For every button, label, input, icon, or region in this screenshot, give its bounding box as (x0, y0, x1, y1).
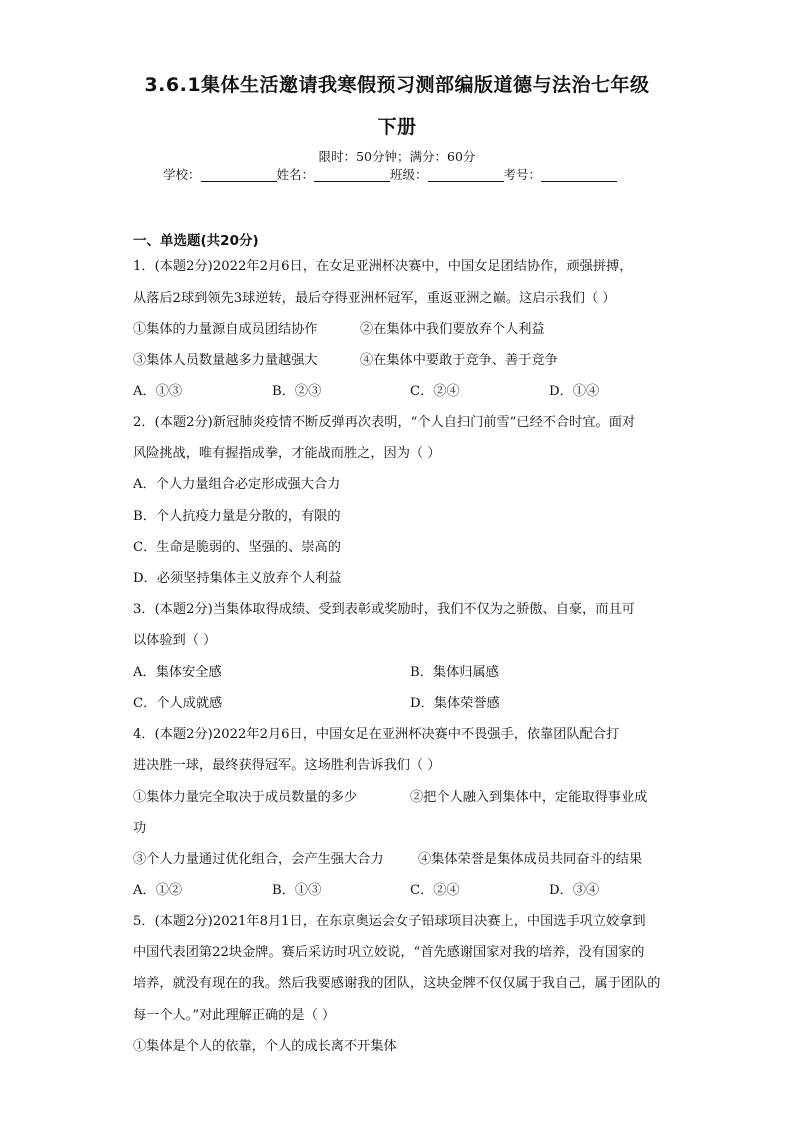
q1-stem-line1: 1．(本题2分)2022年2月6日，在女足亚洲杯决赛中，中国女足团结协作，顽强拼搏， (133, 259, 633, 274)
q4-statement-2-cont: 功 (133, 821, 147, 836)
class-label: 班级： (390, 167, 428, 182)
id-blank[interactable] (541, 168, 617, 182)
q1-stem-line2: 从落后2球到领先3球逆转，最后夺得亚洲杯冠军，重返亚洲之巅。这启示我们（ ） (133, 291, 616, 306)
q4-option-c[interactable]: C．②④ (410, 883, 460, 898)
q2-stem-line2: 风险挑战，唯有握指成拳，才能战而胜之，因为（ ） (133, 446, 441, 461)
q4-stem-line2: 进决胜一球，最终获得冠军。这场胜利告诉我们（ ） (133, 758, 441, 773)
q4-statement-2: ②把个人融入到集体中，定能取得事业成 (410, 790, 648, 805)
q3-option-a[interactable]: A．集体安全感 (133, 665, 222, 680)
class-blank[interactable] (428, 168, 504, 182)
q5-statement-1: ①集体是个人的依靠，个人的成长离不开集体 (133, 1039, 397, 1054)
q4-statement-4: ④集体荣誉是集体成员共同奋斗的结果 (418, 852, 643, 867)
exam-time-score: 限时：50分钟；满分：60分 (318, 149, 476, 164)
q4-statement-1: ①集体力量完全取决于成员数量的多少 (133, 790, 358, 805)
q3-option-b[interactable]: B．集体归属感 (410, 665, 499, 680)
q5-stem-line4: 每一个人。”对此理解正确的是（ ） (133, 1008, 336, 1023)
q1-statement-2: ②在集体中我们要放弃个人利益 (360, 322, 545, 337)
q3-option-d[interactable]: D．集体荣誉感 (410, 696, 500, 711)
q1-option-a[interactable]: A．①③ (133, 384, 183, 399)
exam-title-line1: 3.6.1集体生活邀请我寒假预习测部编版道德与法治七年级 (144, 74, 650, 96)
id-label: 考号： (503, 167, 542, 182)
q1-statement-4: ④在集体中要敢于竞争、善于竞争 (360, 353, 558, 368)
q2-option-b[interactable]: B．个人抗疫力量是分散的，有限的 (133, 509, 341, 524)
q5-stem-line2: 中国代表团第22块金牌。赛后采访时巩立姣说，“首先感谢国家对我的培养，没有国家的 (133, 945, 645, 960)
name-blank[interactable] (314, 168, 390, 182)
q1-statement-3: ③集体人员数量越多力量越强大 (133, 353, 318, 368)
q2-option-a[interactable]: A．个人力量组合必定形成强大合力 (133, 477, 341, 492)
q1-option-d[interactable]: D．①④ (549, 384, 600, 399)
q3-stem-line1: 3．(本题2分)当集体取得成绩、受到表彰或奖励时，我们不仅为之骄傲、自豪，而且可 (133, 602, 635, 617)
q4-statement-3: ③个人力量通过优化组合，会产生强大合力 (133, 852, 384, 867)
q3-stem-line2: 以体验到（ ） (133, 633, 217, 648)
q1-statement-1: ①集体的力量源自成员团结协作 (133, 322, 318, 337)
q1-option-c[interactable]: C．②④ (410, 384, 460, 399)
school-blank[interactable] (201, 168, 277, 182)
name-label: 姓名： (276, 167, 315, 182)
student-info-fields (163, 165, 617, 183)
q1-option-b[interactable]: B．②③ (272, 384, 322, 399)
exam-title-line2: 下册 (377, 116, 417, 138)
q2-option-d[interactable]: D．必须坚持集体主义放弃个人利益 (133, 571, 342, 586)
q4-option-b[interactable]: B．①③ (272, 883, 322, 898)
q2-stem-line1: 2．(本题2分)新冠肺炎疫情不断反弹再次表明，“个人自扫门前雪”已经不合时宜。面对 (133, 415, 636, 430)
q3-option-c[interactable]: C．个人成就感 (133, 696, 223, 711)
q4-option-a[interactable]: A．①② (133, 883, 183, 898)
q2-option-c[interactable]: C．生命是脆弱的、坚强的、崇高的 (133, 540, 341, 555)
q5-stem-line1: 5．(本题2分)2021年8月1日，在东京奥运会女子铅球项目决赛上，中国选手巩立姣拿到 (133, 914, 646, 929)
q4-option-d[interactable]: D．③④ (549, 883, 600, 898)
q4-stem-line1: 4．(本题2分)2022年2月6日，中国女足在亚洲杯决赛中不畏强手，依靠团队配合打 (133, 727, 620, 742)
section-title: 一、单选题(共20分) (133, 233, 259, 249)
school-label: 学校： (163, 167, 201, 182)
q5-stem-line3: 培养，就没有现在的我。然后我要感谢我的团队，这块金牌不仅仅属于我自己，属于团队的 (133, 976, 661, 991)
